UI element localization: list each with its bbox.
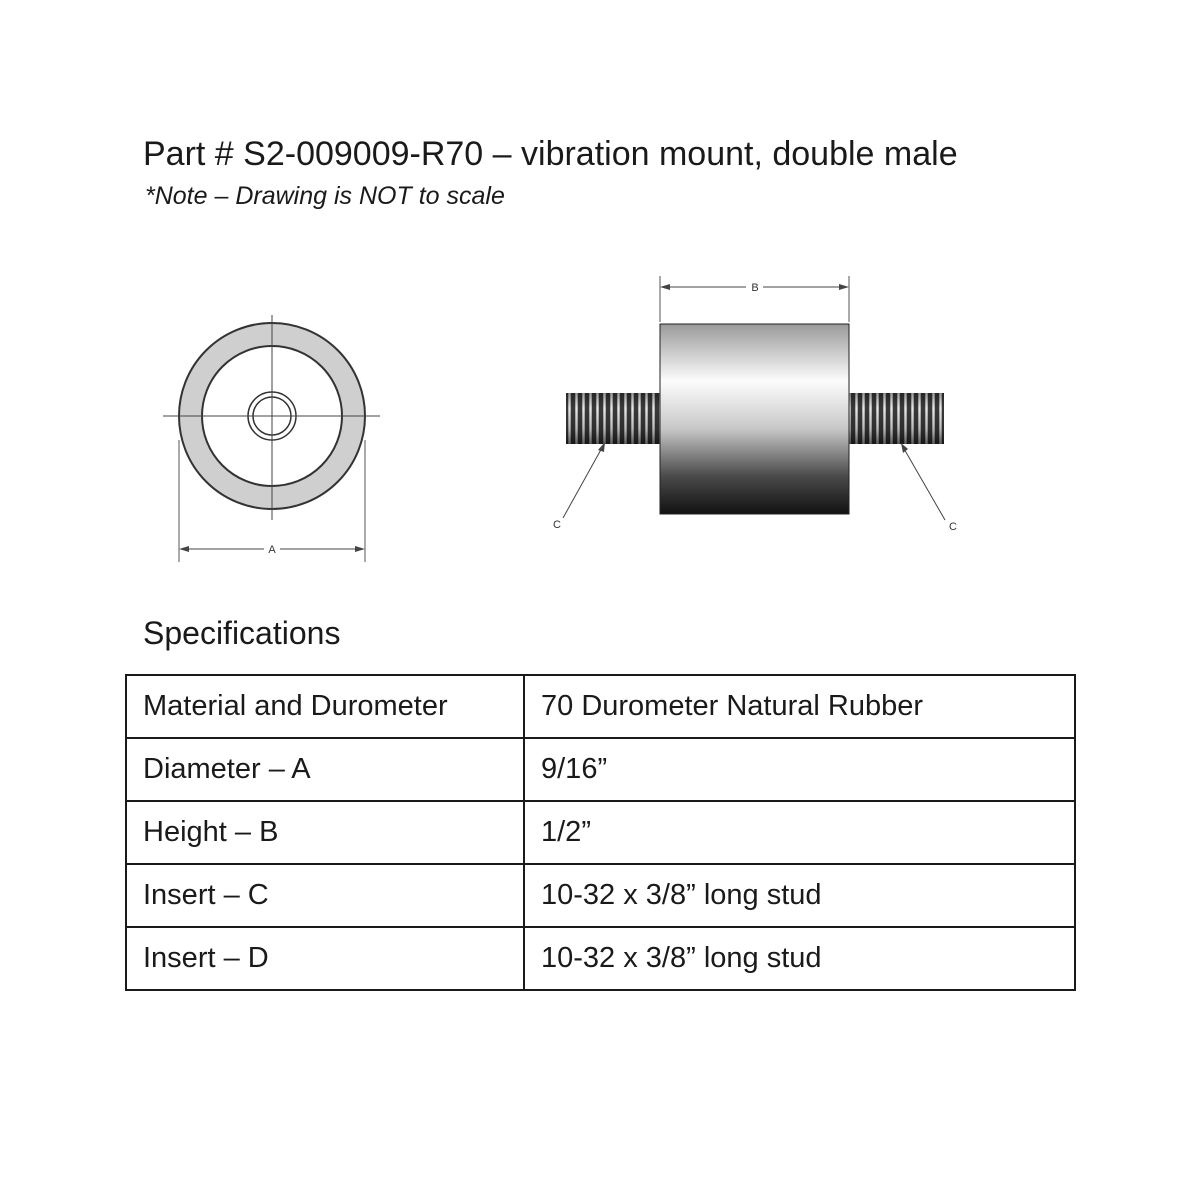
table-row — [126, 801, 1075, 864]
spec-label: Diameter – A — [126, 738, 524, 801]
spec-value: 10-32 x 3/8” long stud — [524, 927, 1075, 990]
arrow-b-right — [839, 284, 849, 290]
dimension-label-a: A — [268, 544, 276, 556]
specifications-table — [125, 674, 1076, 991]
spec-label: Insert – D — [126, 927, 524, 990]
arrow-a-right — [355, 546, 365, 552]
rubber-body — [660, 324, 849, 514]
scale-note: *Note – Drawing is NOT to scale — [145, 182, 505, 210]
leader-line-c-left — [563, 446, 603, 518]
arrow-a-left — [179, 546, 189, 552]
spec-value: 9/16” — [524, 738, 1075, 801]
spec-value: 1/2” — [524, 801, 1075, 864]
callout-label-c-right: C — [949, 521, 957, 533]
specifications-heading: Specifications — [143, 615, 341, 651]
table-row — [126, 864, 1075, 927]
leader-line-c-right — [903, 447, 945, 520]
table-row — [126, 738, 1075, 801]
spec-label: Material and Durometer — [126, 675, 524, 738]
spec-label: Insert – C — [126, 864, 524, 927]
side-view — [553, 276, 957, 533]
table-row — [126, 675, 1075, 738]
callout-label-c-left: C — [553, 519, 561, 531]
end-view — [163, 315, 380, 562]
arrow-b-left — [660, 284, 670, 290]
page-title: Part # S2-009009-R70 – vibration mount, double male — [143, 135, 958, 173]
dimension-label-b: B — [751, 282, 759, 294]
table-row — [126, 927, 1075, 990]
spec-label: Height – B — [126, 801, 524, 864]
spec-value: 10-32 x 3/8” long stud — [524, 864, 1075, 927]
leader-arrow-c-right — [901, 443, 908, 453]
spec-value: 70 Durometer Natural Rubber — [524, 675, 1075, 738]
